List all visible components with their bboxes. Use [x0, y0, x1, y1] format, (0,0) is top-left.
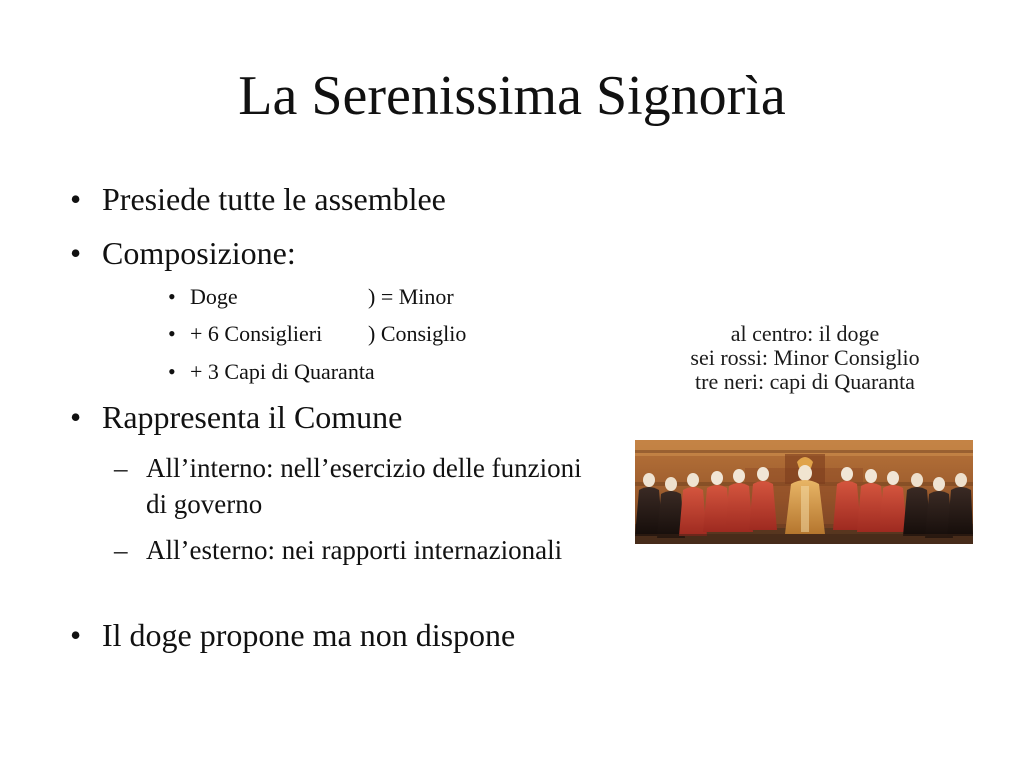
bullet-text: Composizione: [102, 235, 296, 271]
dash-marker: – [114, 535, 128, 565]
bullet-marker: • [70, 181, 82, 217]
figure-left-group [635, 473, 707, 538]
bullet-marker: • [70, 617, 82, 653]
composition-name: + 6 Consiglieri [190, 321, 323, 346]
image-caption [640, 322, 970, 394]
bullet-text: Presiede tutte le assemblee [102, 181, 446, 217]
bullet-text: Il doge propone ma non dispone [102, 617, 516, 653]
figure-right-group [903, 473, 973, 538]
bullet-marker: • [70, 399, 82, 435]
doge-figure [785, 454, 825, 534]
slide-title: La Serenissima Signorìa [238, 65, 786, 127]
caption-line: sei rossi: Minor Consiglio [690, 345, 920, 370]
councillors-group [703, 467, 777, 532]
signoria-painting [635, 440, 973, 544]
composition-name: + 3 Capi di Quaranta [190, 359, 375, 384]
councillors-group-right [833, 467, 907, 532]
signoria-painting-illustration [635, 440, 973, 544]
comune-point-text: All’esterno: nei rapporti internazionali [146, 535, 563, 565]
caption-line: al centro: il doge [730, 321, 880, 346]
bullet-text: Rappresenta il Comune [102, 399, 403, 435]
composition-name: Doge [190, 284, 238, 309]
caption-line: tre neri: capi di Quaranta [695, 369, 915, 394]
comune-point-text: All’interno: nell’esercizio delle funzioni di governo [146, 453, 582, 519]
composition-aside: ) = Minor [368, 284, 454, 309]
sub-bullet-marker: • [168, 284, 176, 309]
sub-bullet-marker: • [168, 321, 176, 346]
sub-bullet-marker: • [168, 359, 176, 384]
dash-marker: – [114, 453, 128, 483]
bullet-marker: • [70, 235, 82, 271]
composition-aside: ) Consiglio [368, 321, 467, 346]
